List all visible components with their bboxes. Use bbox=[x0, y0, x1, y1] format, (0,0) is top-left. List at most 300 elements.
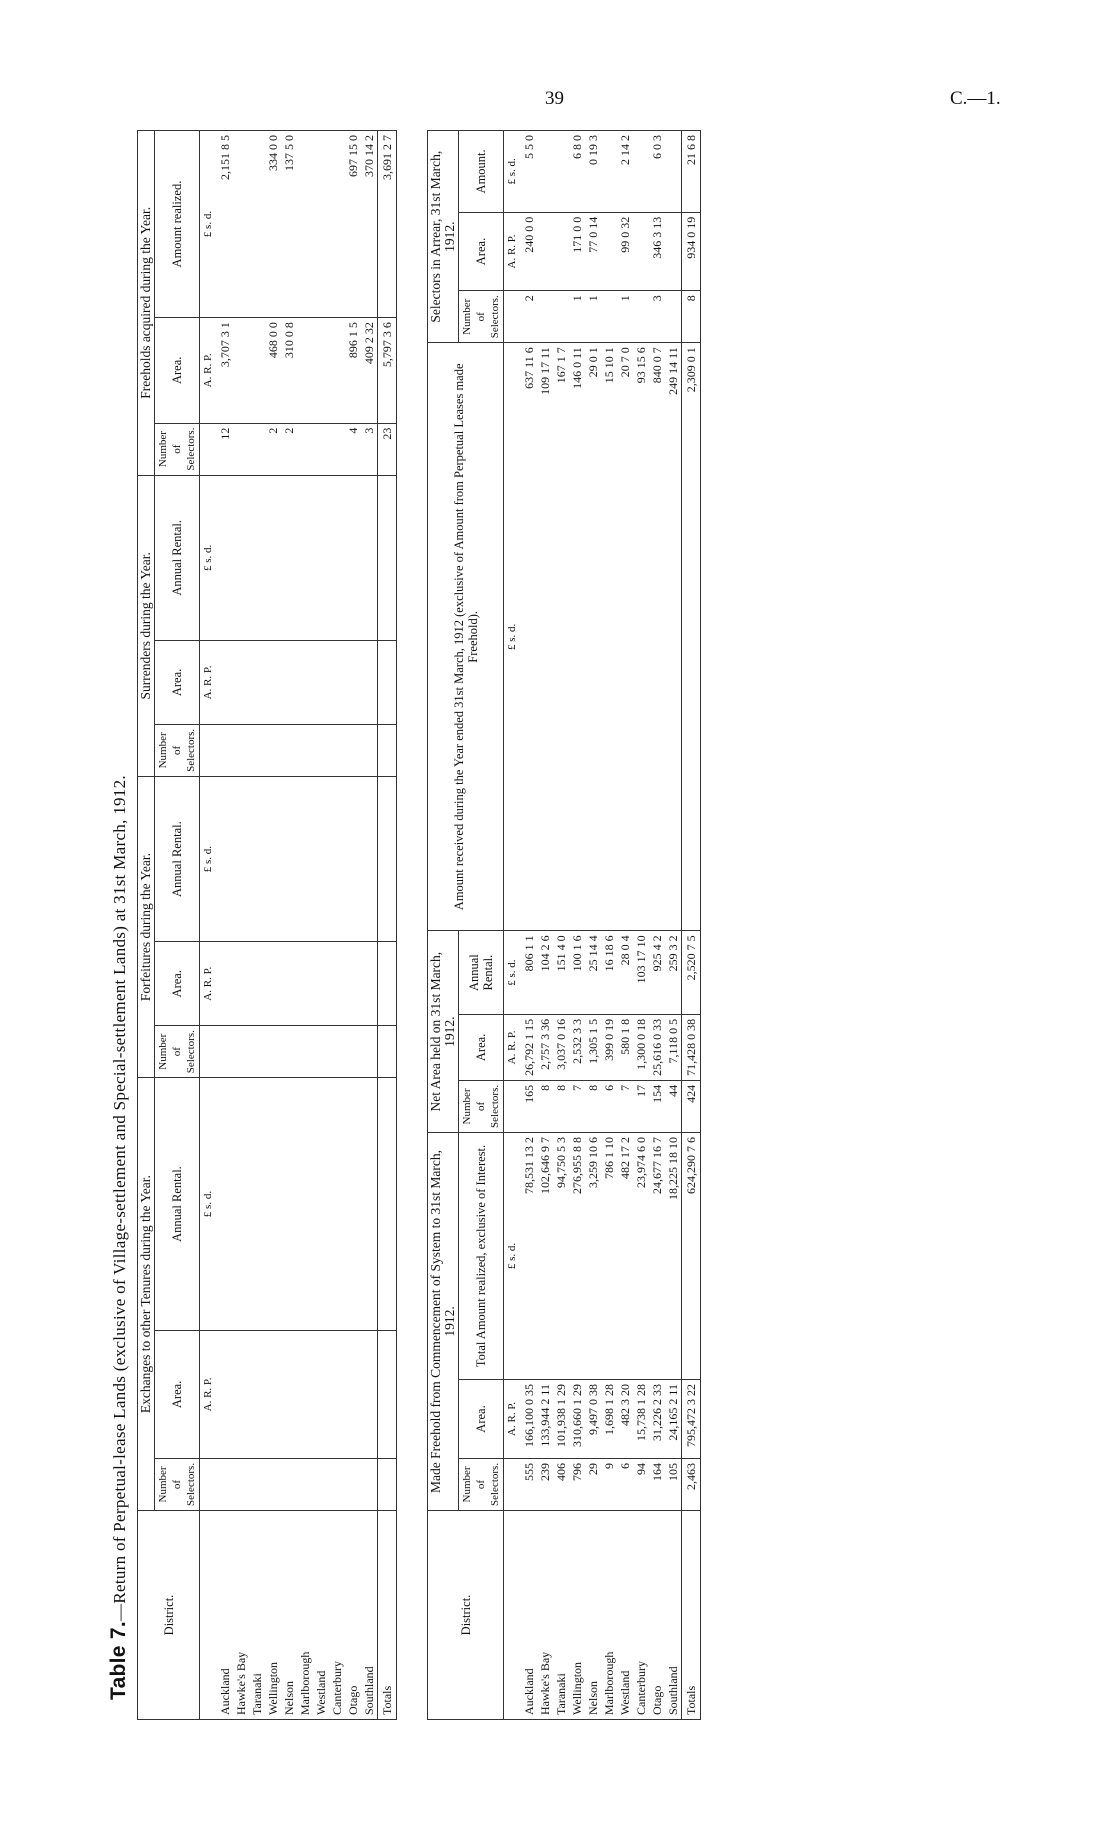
freehold-area bbox=[329, 318, 345, 423]
freehold-selectors: 29 bbox=[585, 1458, 601, 1510]
table-row bbox=[633, 131, 649, 1720]
freehold-total-realized: 3,259 10 6 bbox=[585, 1132, 601, 1379]
group-freeholds: Freeholds acquired during the Year. bbox=[138, 131, 155, 476]
col-annual-rental: Annual Rental. bbox=[155, 475, 200, 640]
table-row bbox=[313, 131, 329, 1720]
table-title bbox=[107, 110, 131, 1700]
empty-cell bbox=[329, 1078, 345, 1331]
freehold-area bbox=[297, 318, 313, 423]
net-area: 2,532 3 3 bbox=[569, 1014, 585, 1080]
freehold-selectors: 239 bbox=[537, 1458, 553, 1510]
empty-cell bbox=[361, 942, 378, 1026]
freehold-amount: 697 15 0 bbox=[345, 131, 361, 318]
amount-received: 20 7 0 bbox=[617, 343, 633, 931]
freehold-total-realized: 78,531 13 2 bbox=[521, 1132, 537, 1379]
freehold-area: 101,938 1 29 bbox=[553, 1380, 569, 1459]
empty-cell bbox=[233, 1458, 249, 1510]
arrear-area: 346 3 13 bbox=[649, 212, 665, 290]
net-area: 71,428 0 38 bbox=[682, 1014, 701, 1080]
freehold-selectors: 105 bbox=[665, 1458, 682, 1510]
district-name: Otago bbox=[345, 1511, 361, 1720]
empty-cell bbox=[329, 724, 345, 776]
empty-cell bbox=[217, 1026, 233, 1078]
empty-cell bbox=[361, 1330, 378, 1458]
empty-cell bbox=[329, 942, 345, 1026]
empty-cell bbox=[233, 776, 249, 941]
col-num-selectors: Number of Selectors. bbox=[155, 724, 200, 776]
arrear-amount bbox=[601, 131, 617, 213]
empty-cell bbox=[217, 1458, 233, 1510]
empty-cell bbox=[249, 942, 265, 1026]
col-num-selectors: Number of Selectors. bbox=[155, 423, 200, 475]
rotated-page-content bbox=[107, 110, 1007, 1730]
unit-area: A. R. P. bbox=[504, 212, 522, 290]
unit-area: A. R. P. bbox=[200, 318, 218, 423]
empty-cell bbox=[378, 776, 397, 941]
arrear-selectors bbox=[633, 291, 649, 343]
empty-cell bbox=[249, 475, 265, 640]
freehold-selectors bbox=[329, 423, 345, 475]
empty-cell bbox=[265, 1026, 281, 1078]
freehold-area: 468 0 0 bbox=[265, 318, 281, 423]
freehold-total-realized: 102,646 9 7 bbox=[537, 1132, 553, 1379]
net-annual-rental: 806 1 1 bbox=[521, 931, 537, 1015]
table-label: Table 7. bbox=[107, 1620, 130, 1700]
net-annual-rental: 100 1 6 bbox=[569, 931, 585, 1015]
col-amount-realized: Amount realized. bbox=[155, 131, 200, 318]
freehold-selectors: 4 bbox=[345, 423, 361, 475]
col-amount: Amount. bbox=[459, 131, 504, 213]
freehold-selectors: 2,463 bbox=[682, 1458, 701, 1510]
amount-received: 146 0 11 bbox=[569, 343, 585, 931]
empty-cell bbox=[265, 1078, 281, 1331]
empty-cell bbox=[281, 1330, 297, 1458]
freehold-amount: 137 5 0 bbox=[281, 131, 297, 318]
freehold-total-realized: 94,750 5 3 bbox=[553, 1132, 569, 1379]
col-annual-rental: Annual Rental. bbox=[155, 776, 200, 941]
col-amount-received: Amount received during the Year ended 31st March, 1912 (exclusive of Amount from Perpetual Leases made Freehold). bbox=[428, 343, 504, 931]
arrear-amount bbox=[537, 131, 553, 213]
arrear-selectors: 1 bbox=[617, 291, 633, 343]
col-num-selectors: Number of Selectors. bbox=[155, 1026, 200, 1078]
empty-cell bbox=[313, 724, 329, 776]
district-name: Canterbury bbox=[329, 1511, 345, 1720]
net-area: 399 0 19 bbox=[601, 1014, 617, 1080]
freehold-selectors: 6 bbox=[617, 1458, 633, 1510]
empty-cell bbox=[361, 475, 378, 640]
freehold-area: 5,797 3 6 bbox=[378, 318, 397, 423]
group-made-freehold: Made Freehold from Commencement of System to 31st March, 1912. bbox=[428, 1132, 459, 1510]
district-name: Marlborough bbox=[601, 1511, 617, 1720]
arrear-amount: 0 19 3 bbox=[585, 131, 601, 213]
empty-cell bbox=[378, 475, 397, 640]
arrear-amount: 6 8 0 bbox=[569, 131, 585, 213]
empty-cell bbox=[378, 1330, 397, 1458]
district-name: Westland bbox=[617, 1511, 633, 1720]
net-selectors: 44 bbox=[665, 1080, 682, 1132]
district-name: Wellington bbox=[569, 1511, 585, 1720]
table-row bbox=[649, 131, 665, 1720]
arrear-selectors bbox=[665, 291, 682, 343]
freehold-selectors: 23 bbox=[378, 423, 397, 475]
freehold-amount: 370 14 2 bbox=[361, 131, 378, 318]
arrear-selectors: 1 bbox=[569, 291, 585, 343]
arrear-amount: 6 0 3 bbox=[649, 131, 665, 213]
freehold-amount bbox=[297, 131, 313, 318]
freehold-area: 310 0 8 bbox=[281, 318, 297, 423]
col-num-selectors: Number of Selectors. bbox=[459, 291, 504, 343]
freehold-selectors: 164 bbox=[649, 1458, 665, 1510]
empty-cell bbox=[329, 776, 345, 941]
amount-received: 2,309 0 1 bbox=[682, 343, 701, 931]
empty-cell bbox=[217, 1078, 233, 1331]
table-row bbox=[361, 131, 378, 1720]
freehold-total-realized: 23,974 6 0 bbox=[633, 1132, 649, 1379]
empty-cell bbox=[313, 1026, 329, 1078]
empty-cell bbox=[297, 1330, 313, 1458]
freehold-area: 409 2 32 bbox=[361, 318, 378, 423]
empty-cell bbox=[265, 1458, 281, 1510]
empty-cell bbox=[361, 724, 378, 776]
col-area: Area. bbox=[459, 212, 504, 290]
freehold-amount bbox=[313, 131, 329, 318]
col-total-realized: Total Amount realized, exclusive of Interest. bbox=[459, 1132, 504, 1379]
empty-cell bbox=[361, 641, 378, 725]
net-area: 7,118 0 5 bbox=[665, 1014, 682, 1080]
freehold-area: 166,100 0 35 bbox=[521, 1380, 537, 1459]
freehold-area: 9,497 0 38 bbox=[585, 1380, 601, 1459]
empty-cell bbox=[265, 475, 281, 640]
freehold-total-realized: 24,677 16 7 bbox=[649, 1132, 665, 1379]
freehold-area: 15,738 1 28 bbox=[633, 1380, 649, 1459]
empty-cell bbox=[249, 1078, 265, 1331]
totals-row bbox=[378, 131, 397, 1720]
unit-area: A. R. P. bbox=[200, 641, 218, 725]
freehold-selectors: 555 bbox=[521, 1458, 537, 1510]
empty-cell bbox=[329, 1026, 345, 1078]
unit-area: A. R. P. bbox=[504, 1380, 522, 1459]
table-row bbox=[665, 131, 682, 1720]
freehold-amount: 334 0 0 bbox=[265, 131, 281, 318]
net-annual-rental: 259 3 2 bbox=[665, 931, 682, 1015]
district-name: Taranaki bbox=[553, 1511, 569, 1720]
arrear-selectors: 1 bbox=[585, 291, 601, 343]
empty-cell bbox=[345, 641, 361, 725]
net-annual-rental: 25 14 4 bbox=[585, 931, 601, 1015]
empty-cell bbox=[249, 641, 265, 725]
freehold-selectors: 94 bbox=[633, 1458, 649, 1510]
district-name: Auckland bbox=[521, 1511, 537, 1720]
empty-cell bbox=[345, 1026, 361, 1078]
arrear-area bbox=[537, 212, 553, 290]
arrear-amount bbox=[665, 131, 682, 213]
unit-money: £ s. d. bbox=[200, 475, 218, 640]
arrear-area bbox=[665, 212, 682, 290]
empty-cell bbox=[313, 1330, 329, 1458]
freehold-amount: 3,691 2 7 bbox=[378, 131, 397, 318]
freehold-area: 24,165 2 11 bbox=[665, 1380, 682, 1459]
district-name: Southland bbox=[361, 1511, 378, 1720]
empty-cell bbox=[233, 641, 249, 725]
freehold-selectors: 2 bbox=[281, 423, 297, 475]
col-area: Area. bbox=[459, 1380, 504, 1459]
arrear-area: 934 0 19 bbox=[682, 212, 701, 290]
empty-cell bbox=[297, 776, 313, 941]
empty-cell bbox=[281, 776, 297, 941]
group-arrear: Selectors in Arrear, 31st March, 1912. bbox=[428, 131, 459, 343]
empty-cell bbox=[233, 475, 249, 640]
col-annual-rental: Annual Rental. bbox=[459, 931, 504, 1015]
freehold-selectors bbox=[297, 423, 313, 475]
amount-received: 249 14 11 bbox=[665, 343, 682, 931]
table-row bbox=[537, 131, 553, 1720]
freehold-selectors bbox=[233, 423, 249, 475]
col-area: Area. bbox=[155, 942, 200, 1026]
empty-cell bbox=[345, 475, 361, 640]
table-row bbox=[249, 131, 265, 1720]
table-row bbox=[297, 131, 313, 1720]
group-net-area: Net Area held on 31st March, 1912. bbox=[428, 931, 459, 1133]
empty-cell bbox=[345, 1078, 361, 1331]
net-area: 1,305 1 5 bbox=[585, 1014, 601, 1080]
freehold-amount bbox=[249, 131, 265, 318]
district-name: Nelson bbox=[281, 1511, 297, 1720]
net-selectors: 7 bbox=[569, 1080, 585, 1132]
table-lower bbox=[427, 130, 701, 1720]
freehold-area: 133,944 2 11 bbox=[537, 1380, 553, 1459]
net-annual-rental: 151 4 0 bbox=[553, 931, 569, 1015]
col-num-selectors: Number of Selectors. bbox=[459, 1458, 504, 1510]
freehold-area: 310,660 1 29 bbox=[569, 1380, 585, 1459]
freehold-selectors: 2 bbox=[265, 423, 281, 475]
district-name: Taranaki bbox=[249, 1511, 265, 1720]
empty-cell bbox=[313, 776, 329, 941]
empty-cell bbox=[217, 475, 233, 640]
empty-cell bbox=[249, 1458, 265, 1510]
unit-area: A. R. P. bbox=[200, 942, 218, 1026]
arrear-amount: 2 14 2 bbox=[617, 131, 633, 213]
units-row bbox=[200, 131, 218, 1720]
empty-cell bbox=[378, 724, 397, 776]
empty-cell bbox=[249, 1026, 265, 1078]
empty-cell bbox=[297, 475, 313, 640]
totals-label: Totals bbox=[682, 1511, 701, 1720]
empty-cell bbox=[297, 942, 313, 1026]
net-selectors: 8 bbox=[537, 1080, 553, 1132]
amount-received: 167 1 7 bbox=[553, 343, 569, 931]
empty-cell bbox=[297, 641, 313, 725]
amount-received: 109 17 11 bbox=[537, 343, 553, 931]
district-name: Canterbury bbox=[633, 1511, 649, 1720]
empty-cell bbox=[281, 1458, 297, 1510]
net-annual-rental: 28 0 4 bbox=[617, 931, 633, 1015]
empty-cell bbox=[249, 776, 265, 941]
col-area: Area. bbox=[155, 1330, 200, 1458]
freehold-selectors: 406 bbox=[553, 1458, 569, 1510]
net-area: 25,616 0 33 bbox=[649, 1014, 665, 1080]
net-selectors: 7 bbox=[617, 1080, 633, 1132]
freehold-total-realized: 786 1 10 bbox=[601, 1132, 617, 1379]
net-area: 1,300 0 18 bbox=[633, 1014, 649, 1080]
freehold-area bbox=[249, 318, 265, 423]
freehold-total-realized: 18,225 18 10 bbox=[665, 1132, 682, 1379]
empty-cell bbox=[281, 1078, 297, 1331]
totals-label: Totals bbox=[378, 1511, 397, 1720]
empty-cell bbox=[281, 475, 297, 640]
empty-cell bbox=[281, 724, 297, 776]
freehold-area: 3,707 3 1 bbox=[217, 318, 233, 423]
empty-cell bbox=[313, 942, 329, 1026]
arrear-area bbox=[633, 212, 649, 290]
empty-cell bbox=[313, 1458, 329, 1510]
freehold-area bbox=[313, 318, 329, 423]
empty-cell bbox=[217, 641, 233, 725]
empty-cell bbox=[249, 1330, 265, 1458]
arrear-area bbox=[553, 212, 569, 290]
empty-cell bbox=[233, 1078, 249, 1331]
net-annual-rental: 104 2 6 bbox=[537, 931, 553, 1015]
empty-cell bbox=[217, 724, 233, 776]
table-row bbox=[585, 131, 601, 1720]
amount-received: 93 15 6 bbox=[633, 343, 649, 931]
freehold-total-realized: 276,955 8 8 bbox=[569, 1132, 585, 1379]
arrear-selectors: 8 bbox=[682, 291, 701, 343]
net-selectors: 8 bbox=[553, 1080, 569, 1132]
amount-received: 637 11 6 bbox=[521, 343, 537, 931]
page-number: 39 bbox=[545, 88, 564, 109]
arrear-selectors bbox=[537, 291, 553, 343]
empty-cell bbox=[345, 1330, 361, 1458]
freehold-selectors: 796 bbox=[569, 1458, 585, 1510]
district-name: Marlborough bbox=[297, 1511, 313, 1720]
district-name: Nelson bbox=[585, 1511, 601, 1720]
document-code: C.—1. bbox=[950, 88, 1001, 109]
arrear-amount: 21 6 8 bbox=[682, 131, 701, 213]
table-row bbox=[281, 131, 297, 1720]
totals-row bbox=[682, 131, 701, 1720]
arrear-area: 240 0 0 bbox=[521, 212, 537, 290]
net-area: 580 1 8 bbox=[617, 1014, 633, 1080]
net-selectors: 6 bbox=[601, 1080, 617, 1132]
unit-area: A. R. P. bbox=[504, 1014, 522, 1080]
empty-cell bbox=[345, 1458, 361, 1510]
empty-cell bbox=[265, 942, 281, 1026]
district-name: Wellington bbox=[265, 1511, 281, 1720]
col-num-selectors: Number of Selectors. bbox=[459, 1080, 504, 1132]
empty-cell bbox=[378, 1026, 397, 1078]
freehold-amount bbox=[329, 131, 345, 318]
freehold-total-realized: 482 17 2 bbox=[617, 1132, 633, 1379]
net-selectors: 154 bbox=[649, 1080, 665, 1132]
empty-cell bbox=[313, 1078, 329, 1331]
empty-cell bbox=[345, 776, 361, 941]
empty-cell bbox=[361, 1026, 378, 1078]
freehold-total-realized: 624,290 7 6 bbox=[682, 1132, 701, 1379]
units-row bbox=[504, 131, 522, 1720]
freehold-area: 896 1 5 bbox=[345, 318, 361, 423]
arrear-amount bbox=[553, 131, 569, 213]
table-row bbox=[217, 131, 233, 1720]
table-upper bbox=[137, 130, 397, 1720]
freehold-area: 482 3 20 bbox=[617, 1380, 633, 1459]
arrear-area bbox=[601, 212, 617, 290]
group-forfeitures: Forfeitures during the Year. bbox=[138, 776, 155, 1077]
amount-received: 29 0 1 bbox=[585, 343, 601, 931]
net-selectors: 165 bbox=[521, 1080, 537, 1132]
freehold-selectors: 9 bbox=[601, 1458, 617, 1510]
district-header: District. bbox=[428, 1511, 504, 1720]
unit-money: £ s. d. bbox=[504, 131, 522, 213]
district-name: Hawke's Bay bbox=[233, 1511, 249, 1720]
empty-cell bbox=[297, 1026, 313, 1078]
district-name: Southland bbox=[665, 1511, 682, 1720]
empty-cell bbox=[378, 641, 397, 725]
freehold-selectors: 12 bbox=[217, 423, 233, 475]
table-row bbox=[521, 131, 537, 1720]
freehold-selectors bbox=[249, 423, 265, 475]
arrear-amount bbox=[633, 131, 649, 213]
empty-cell bbox=[281, 942, 297, 1026]
freehold-selectors bbox=[313, 423, 329, 475]
district-name: Westland bbox=[313, 1511, 329, 1720]
table-row bbox=[345, 131, 361, 1720]
empty-cell bbox=[329, 1330, 345, 1458]
col-annual-rental: Annual Rental. bbox=[155, 1078, 200, 1331]
freehold-amount: 2,151 8 5 bbox=[217, 131, 233, 318]
col-area: Area. bbox=[459, 1014, 504, 1080]
net-selectors: 8 bbox=[585, 1080, 601, 1132]
unit-money: £ s. d. bbox=[504, 1132, 522, 1379]
empty-cell bbox=[217, 776, 233, 941]
arrear-selectors bbox=[553, 291, 569, 343]
net-selectors: 424 bbox=[682, 1080, 701, 1132]
unit-money: £ s. d. bbox=[504, 343, 522, 931]
empty-cell bbox=[297, 724, 313, 776]
empty-cell bbox=[281, 1026, 297, 1078]
net-annual-rental: 2,520 7 5 bbox=[682, 931, 701, 1015]
empty-cell bbox=[345, 724, 361, 776]
unit-money: £ s. d. bbox=[200, 1078, 218, 1331]
net-area: 26,792 1 15 bbox=[521, 1014, 537, 1080]
empty-cell bbox=[265, 724, 281, 776]
unit-money: £ s. d. bbox=[504, 931, 522, 1015]
empty-cell bbox=[233, 1330, 249, 1458]
freehold-area: 1,698 1 28 bbox=[601, 1380, 617, 1459]
district-name: Auckland bbox=[217, 1511, 233, 1720]
amount-received: 15 10 1 bbox=[601, 343, 617, 931]
empty-cell bbox=[297, 1078, 313, 1331]
net-area: 3,037 0 16 bbox=[553, 1014, 569, 1080]
empty-cell bbox=[233, 1026, 249, 1078]
unit-money: £ s. d. bbox=[200, 131, 218, 318]
net-area: 2,757 3 36 bbox=[537, 1014, 553, 1080]
district-header: District. bbox=[138, 1511, 200, 1720]
arrear-area: 99 0 32 bbox=[617, 212, 633, 290]
empty-cell bbox=[361, 1458, 378, 1510]
freehold-area: 31,226 2 33 bbox=[649, 1380, 665, 1459]
arrear-amount: 5 5 0 bbox=[521, 131, 537, 213]
unit-money: £ s. d. bbox=[200, 776, 218, 941]
net-selectors: 17 bbox=[633, 1080, 649, 1132]
table-row bbox=[601, 131, 617, 1720]
col-area: Area. bbox=[155, 318, 200, 423]
empty-cell bbox=[313, 475, 329, 640]
amount-received: 840 0 7 bbox=[649, 343, 665, 931]
arrear-area: 77 0 14 bbox=[585, 212, 601, 290]
arrear-selectors bbox=[601, 291, 617, 343]
empty-cell bbox=[329, 641, 345, 725]
empty-cell bbox=[233, 942, 249, 1026]
